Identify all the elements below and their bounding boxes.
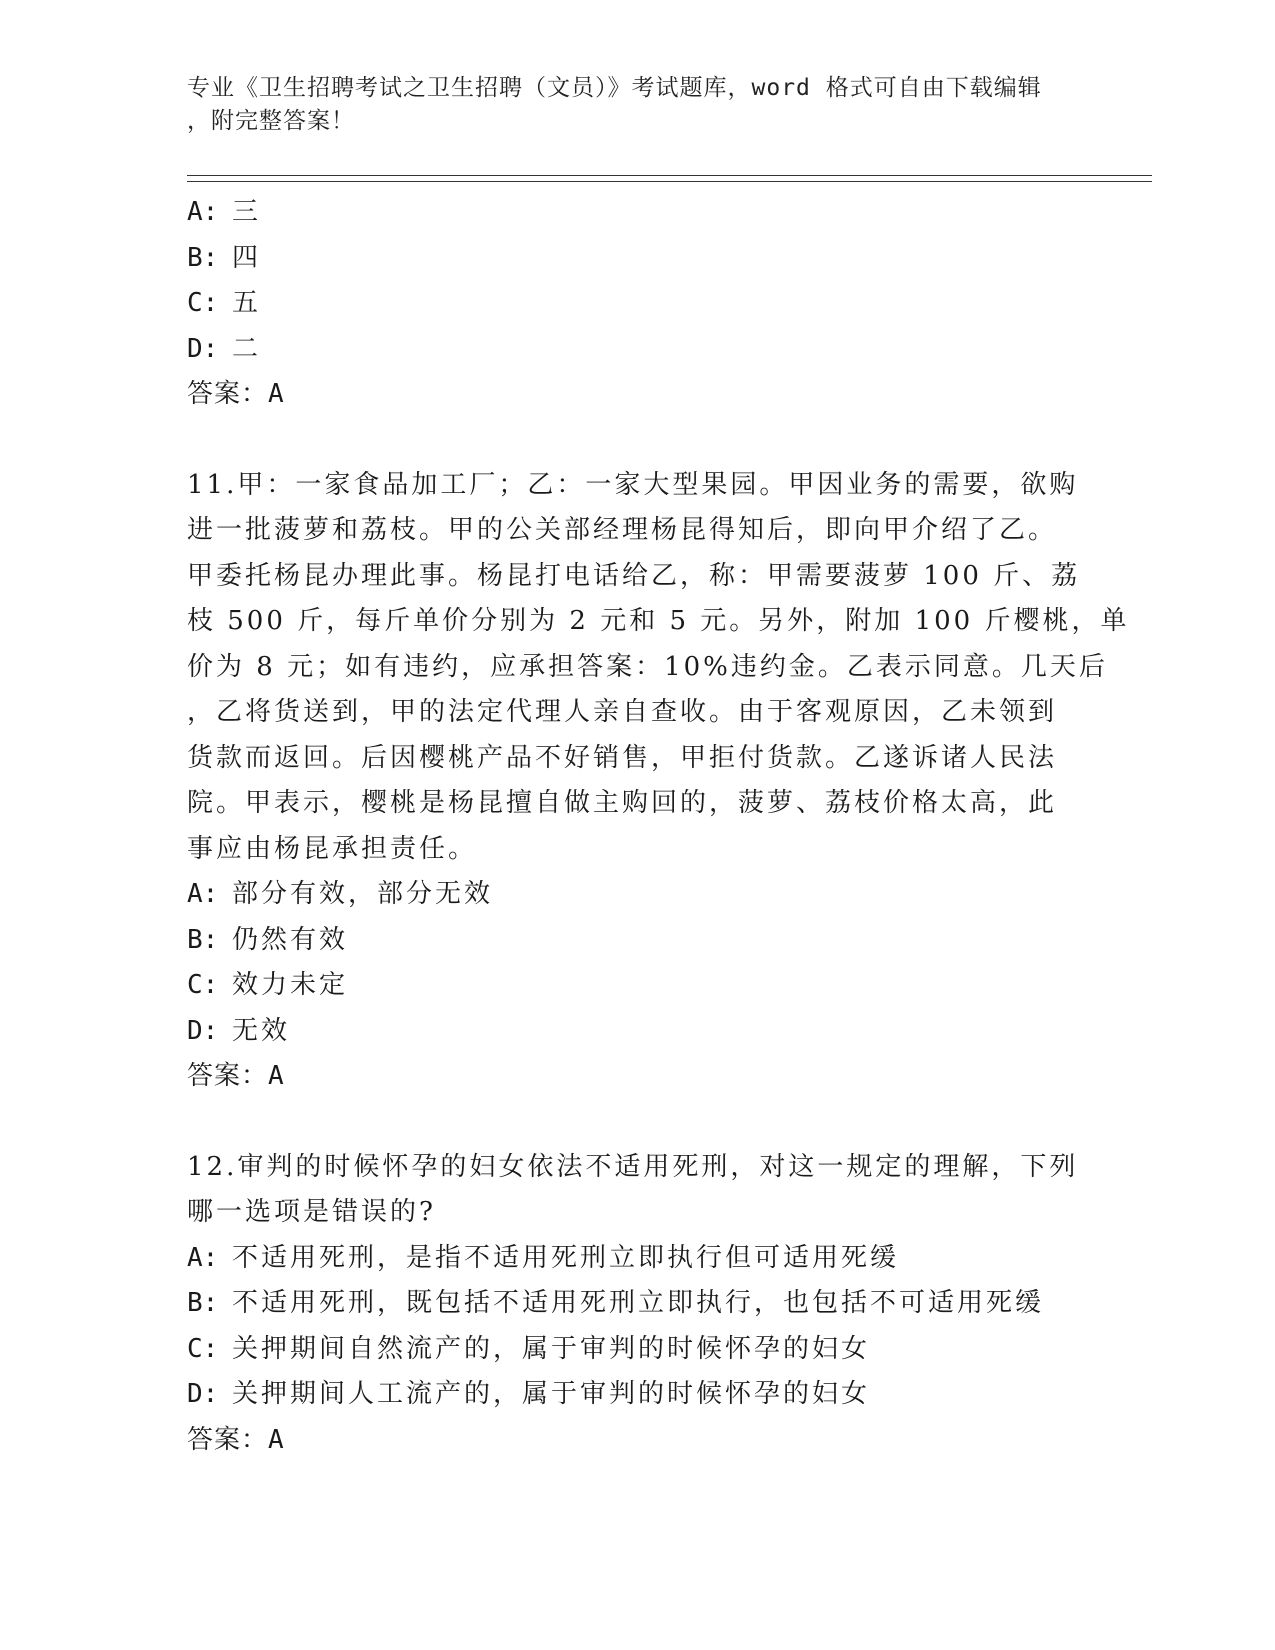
question-text-line: 哪一选项是错误的? (187, 1197, 436, 1227)
option-c: C: 五 (187, 288, 262, 318)
question-text-line: 甲委托杨昆办理此事。杨昆打电话给乙，称：甲需要菠萝 100 斤、荔 (187, 560, 1081, 591)
question-text-line: 12.审判的时候怀孕的妇女依法不适用死刑，对这一规定的理解，下列 (187, 1151, 1079, 1182)
question-text-line: 院。甲表示，樱桃是杨昆擅自做主购回的，菠萝、荔枝价格太高，此 (187, 788, 1058, 818)
question-text-line: 价为 8 元；如有违约，应承担答案：10%违约金。乙表示同意。几天后 (187, 651, 1108, 682)
option-c: C: 效力未定 (187, 970, 349, 1000)
option-b: B: 四 (187, 242, 262, 273)
option-d: D: 关押期间人工流产的，属于审判的时候怀孕的妇女 (187, 1379, 871, 1409)
answer-line: 答案：A (187, 1424, 285, 1455)
question-text-line: 进一批菠萝和荔枝。甲的公关部经理杨昆得知后，即向甲介绍了乙。 (187, 515, 1058, 545)
option-b: B: 仍然有效 (187, 924, 349, 955)
question-11 (187, 463, 1130, 1100)
option-c: C: 关押期间自然流产的，属于审判的时候怀孕的妇女 (187, 1333, 871, 1364)
option-d: D: 二 (187, 333, 262, 364)
question-list (187, 190, 1130, 1463)
question-text-line: ，乙将货送到，甲的法定代理人亲自查收。由于客观原因，乙未领到 (187, 697, 1058, 727)
header-rule-top (187, 175, 1152, 176)
question-text-line: 11.甲：一家食品加工厂；乙：一家大型果园。甲因业务的需要，欲购 (187, 469, 1079, 500)
option-a: A: 三 (187, 197, 262, 227)
option-a: A: 不适用死刑，是指不适用死刑立即执行但可适用死缓 (187, 1242, 900, 1273)
question-12 (187, 1145, 1087, 1464)
header-line-2: ，附完整答案！ (187, 108, 355, 134)
answer-line: 答案：A (187, 379, 285, 409)
question-text-line: 货款而返回。后因樱桃产品不好销售，甲拒付货款。乙遂诉诸人民法 (187, 742, 1058, 773)
option-b: B: 不适用死刑，既包括不适用死刑立即执行，也包括不可适用死缓 (187, 1288, 1045, 1318)
question-10 (187, 190, 1087, 418)
header-line-1: 专业《卫生招聘考试之卫生招聘（文员）》考试题库，word 格式可自由下载编辑 (187, 75, 1042, 101)
answer-line: 答案：A (187, 1061, 285, 1091)
document-header (187, 72, 1067, 138)
question-text-line: 枝 500 斤，每斤单价分别为 2 元和 5 元。另外，附加 100 斤樱桃，单 (187, 606, 1130, 636)
question-text-line: 事应由杨昆承担责任。 (187, 833, 478, 864)
option-d: D: 无效 (187, 1015, 291, 1046)
option-a: A: 部分有效，部分无效 (187, 879, 494, 909)
header-rule-bottom (187, 181, 1152, 182)
